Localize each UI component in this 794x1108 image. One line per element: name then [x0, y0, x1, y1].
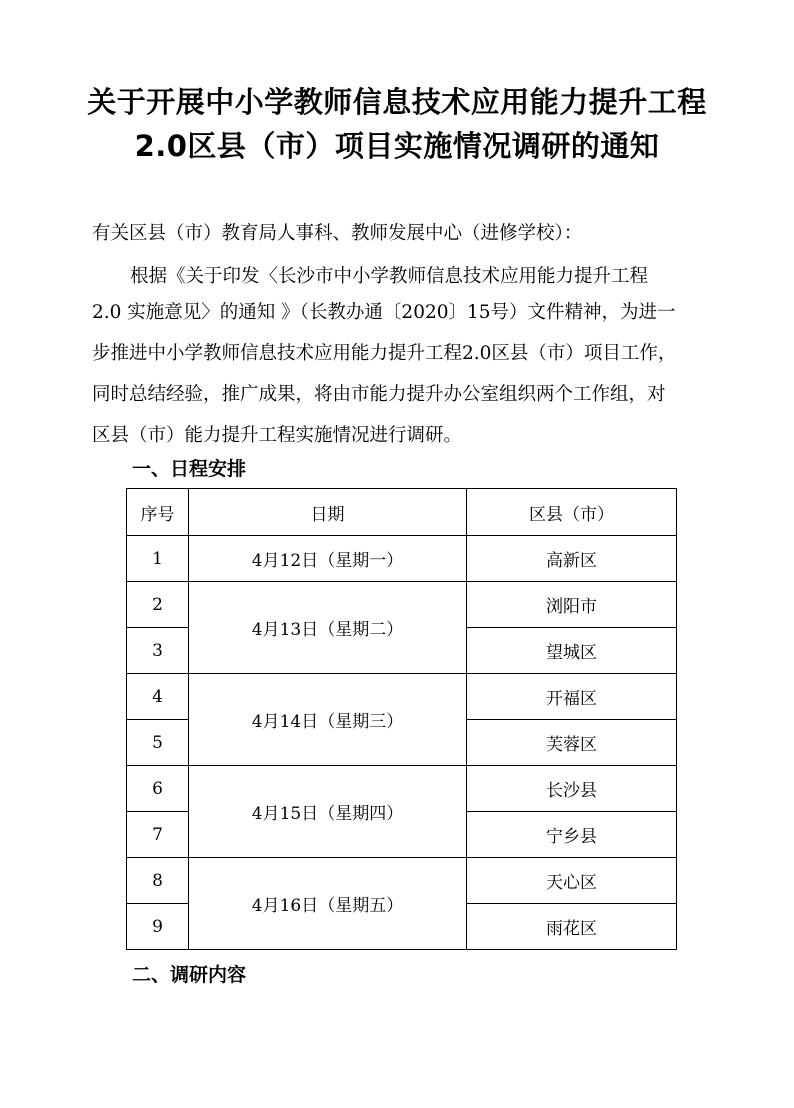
table-row	[127, 858, 677, 904]
row-number: 1	[127, 536, 189, 582]
row-district: 长沙县	[467, 766, 677, 812]
row-date: 4月12日（星期一）	[189, 536, 467, 582]
row-district: 宁乡县	[467, 812, 677, 858]
document-title-line-2: 2.0区县（市）项目实施情况调研的通知	[134, 129, 660, 163]
row-district: 雨花区	[467, 904, 677, 950]
column-header-number: 序号	[127, 489, 189, 536]
section-heading-schedule: 一、日程安排	[132, 458, 247, 480]
document-title-line-1: 关于开展中小学教师信息技术应用能力提升工程	[87, 85, 707, 119]
row-number: 3	[127, 628, 189, 674]
row-district: 天心区	[467, 858, 677, 904]
paragraph-line: 2.0 实施意见〉的通知 》（长教办通〔2020〕15号）文件精神，为进一	[92, 302, 676, 323]
table-row	[127, 582, 677, 628]
table-row	[127, 766, 677, 812]
schedule-table	[126, 488, 677, 950]
row-district: 开福区	[467, 674, 677, 720]
table-header-row	[127, 489, 677, 536]
row-number: 2	[127, 582, 189, 628]
row-district: 望城区	[467, 628, 677, 674]
column-header-district: 区县（市）	[467, 489, 677, 536]
table-row	[127, 536, 677, 582]
paragraph-line: 区县（市）能力提升工程实施情况进行调研。	[92, 425, 463, 446]
row-district: 浏阳市	[467, 582, 677, 628]
row-date: 4月13日（星期二）	[189, 582, 467, 674]
row-number: 6	[127, 766, 189, 812]
section-heading-content: 二、调研内容	[132, 964, 247, 986]
row-number: 4	[127, 674, 189, 720]
row-number: 7	[127, 812, 189, 858]
row-number: 9	[127, 904, 189, 950]
paragraph-line: 同时总结经验，推广成果，将由市能力提升办公室组织两个工作组，对	[92, 384, 666, 405]
row-date: 4月15日（星期四）	[189, 766, 467, 858]
row-date: 4月16日（星期五）	[189, 858, 467, 950]
row-number: 5	[127, 720, 189, 766]
paragraph-line: 步推进中小学教师信息技术应用能力提升工程2.0区县（市）项目工作，	[92, 343, 677, 364]
table-row	[127, 674, 677, 720]
row-district: 高新区	[467, 536, 677, 582]
paragraph-line: 根据《关于印发〈长沙市中小学教师信息技术应用能力提升工程	[130, 266, 649, 287]
row-date: 4月14日（星期三）	[189, 674, 467, 766]
row-district: 芙蓉区	[467, 720, 677, 766]
row-number: 8	[127, 858, 189, 904]
column-header-date: 日期	[189, 489, 467, 536]
addressee: 有关区县（市）教育局人事科、教师发展中心（进修学校）：	[92, 223, 583, 244]
